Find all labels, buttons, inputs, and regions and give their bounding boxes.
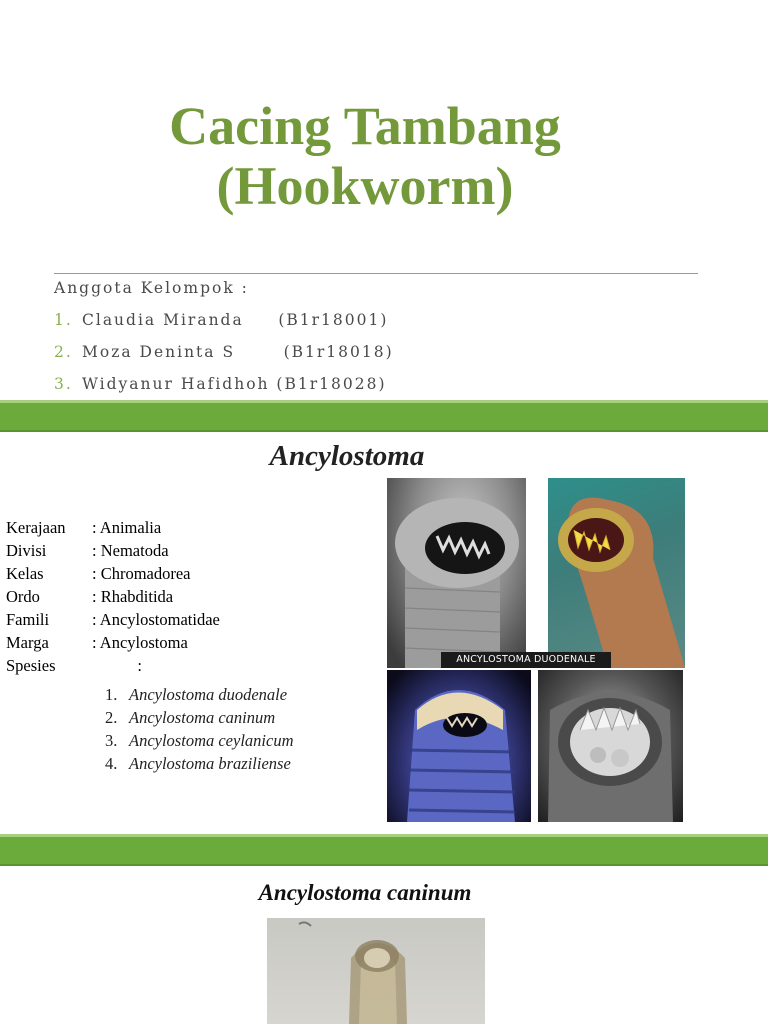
species-item: 4. Ancylostoma braziliense bbox=[105, 754, 291, 773]
member-item: 1. Claudia Miranda (B1r18001) bbox=[54, 311, 389, 329]
slide-title-heading bbox=[0, 96, 730, 216]
members-heading: Anggota Kelompok : bbox=[54, 279, 249, 297]
slide-separator-band bbox=[0, 400, 768, 432]
slide-ancylostoma-caninum bbox=[0, 866, 768, 1024]
slide-ancylostoma bbox=[0, 432, 768, 836]
species-item: 2. Ancylostoma caninum bbox=[105, 708, 276, 727]
taxonomy-row: Ordo : Rhabditida bbox=[6, 587, 174, 606]
taxonomy-row: Divisi : Nematoda bbox=[6, 541, 169, 560]
taxonomy-row: Marga : Ancylostoma bbox=[6, 633, 188, 652]
slide-separator-band bbox=[0, 834, 768, 866]
title-line-2: (Hookworm) bbox=[216, 156, 514, 216]
slide-title bbox=[0, 0, 768, 400]
member-item: 3. Widyanur Hafidhoh (B1r18028) bbox=[54, 375, 387, 393]
member-name: Claudia Miranda (B1r18001) bbox=[82, 311, 389, 329]
member-name: Widyanur Hafidhoh (B1r18028) bbox=[82, 375, 387, 393]
group-members bbox=[54, 277, 394, 400]
hookworm-mouth-sem-photo bbox=[538, 670, 683, 822]
title-line-1: Cacing Tambang bbox=[169, 96, 561, 156]
hookworm-colored-photo bbox=[548, 478, 685, 668]
taxonomy-row: Kelas : Chromadorea bbox=[6, 564, 191, 583]
member-name: Moza Deninta S (B1r18018) bbox=[82, 343, 394, 361]
slide-heading: Ancylostoma bbox=[269, 440, 425, 472]
species-list bbox=[105, 683, 293, 775]
photo-caption-label: ANCYLOSTOMA DUODENALE bbox=[441, 652, 611, 668]
hookworm-false-color-photo bbox=[387, 670, 531, 822]
hookworm-sem-photo-bw bbox=[387, 478, 526, 668]
slide-heading: Ancylostoma caninum bbox=[258, 880, 472, 905]
taxonomy-row: Famili : Ancylostomatidae bbox=[6, 610, 220, 629]
taxonomy-list bbox=[6, 516, 220, 677]
species-item: 3. Ancylostoma ceylanicum bbox=[105, 731, 294, 750]
taxonomy-row: Spesies : bbox=[6, 656, 142, 675]
species-item: 1. Ancylostoma duodenale bbox=[105, 685, 288, 704]
member-item: 2. Moza Deninta S (B1r18018) bbox=[54, 343, 394, 361]
taxonomy-row: Kerajaan : Animalia bbox=[6, 518, 162, 537]
title-divider bbox=[54, 273, 698, 274]
hookworm-microscope-photo bbox=[267, 918, 485, 1024]
